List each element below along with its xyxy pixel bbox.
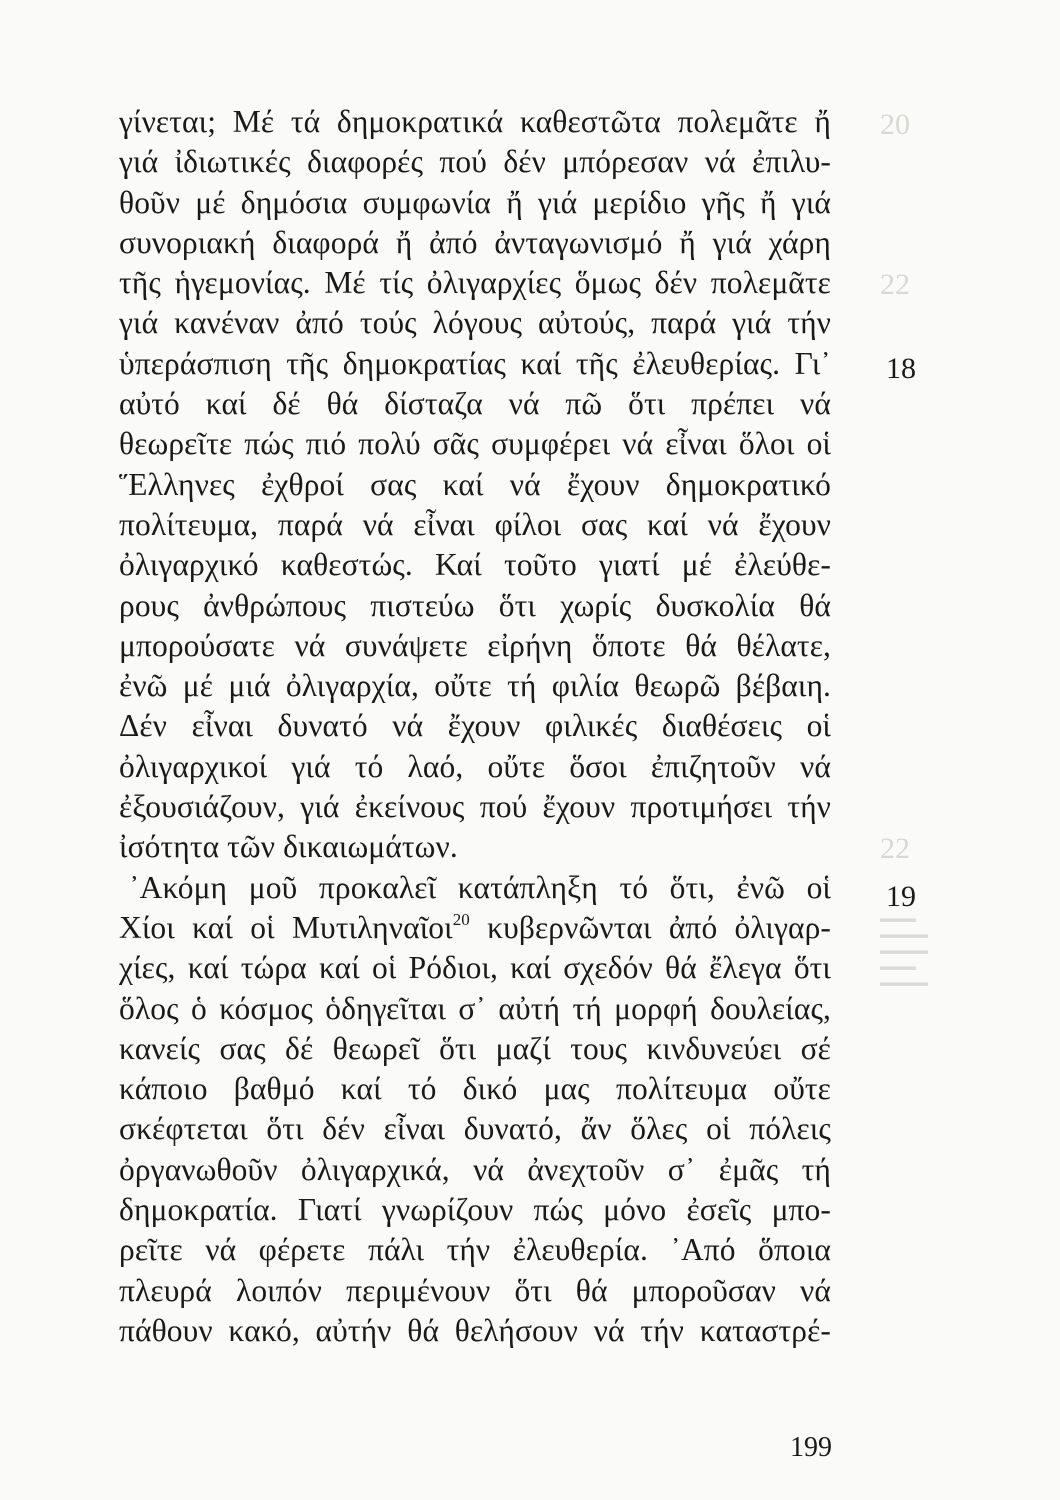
bleed-through-note: ▬▬▬ ▬▬▬▬ ▬▬▬▬ ▬▬▬ ▬▬▬▬	[880, 911, 928, 989]
text-line: γιά ἰδιωτικές διαφορές πού δέν μπόρεσαν νά ἐπιλυ-	[119, 144, 831, 180]
text-line-with-footnote	[119, 908, 831, 948]
bleed-through-mark: 22	[880, 268, 910, 301]
text-line: αὐτό καί δέ θά δίσταζα νά πῶ ὅτι πρέπει νά	[119, 386, 831, 422]
text-line: συνοριακή διαφορά ἤ ἀπό ἀνταγωνισμό ἤ γιά χάρη	[119, 224, 831, 260]
text-line: τῆς ἡγεμονίας. Μέ τίς ὀλιγαρχίες ὅμως δέν πολεμᾶτε	[119, 265, 831, 301]
text-line: ὑπεράσπιση τῆς δημοκρατίας καί τῆς ἐλευθερίας. Γι᾽	[119, 345, 831, 381]
text-line: πλευρά λοιπόν περιμένουν ὅτι θά μποροῦσαν νά	[119, 1272, 831, 1308]
text-line: κανείς σας δέ θεωρεῖ ὅτι μαζί τους κινδυνεύει σέ	[119, 1030, 831, 1066]
text-line: δημοκρατία. Γιατί γνωρίζουν πώς μόνο ἐσεῖς μπο-	[119, 1192, 831, 1228]
bleed-through-mark: 20	[880, 108, 910, 141]
text-line: ρους ἀνθρώπους πιστεύω ὅτι χωρίς δυσκολία θά	[119, 587, 831, 623]
text-line: ἐξουσιάζουν, γιά ἐκείνους πού ἔχουν προτιμήσει τήν	[119, 789, 831, 825]
text-segment: κυβερνῶνται ἀπό ὀλιγαρ-	[469, 909, 832, 945]
bleed-through-mark: 22	[880, 832, 910, 865]
text-line: χίες, καί τώρα καί οἱ Ρόδιοι, καί σχεδόν θά ἔλεγα ὅτι	[119, 950, 831, 986]
text-line: θεωρεῖτε πώς πιό πολύ σᾶς συμφέρει νά εἶναι ὅλοι οἱ	[119, 426, 831, 462]
text-line: Ἕλληνες ἐχθροί σας καί νά ἔχουν δημοκρατικό	[119, 466, 831, 502]
text-line: ὀλιγαρχικοί γιά τό λαό, οὔτε ὅσοι ἐπιζητοῦν νά	[119, 748, 831, 784]
text-line: πολίτευμα, παρά νά εἶναι φίλοι σας καί νά ἔχουν	[119, 506, 831, 542]
text-line: μπορούσατε νά συνάψετε εἰρήνη ὅποτε θά θέλατε,	[119, 627, 831, 663]
text-line: γιά κανέναν ἀπό τούς λόγους αὐτούς, παρά γιά τήν	[119, 305, 831, 341]
text-line: κάποιο βαθμό καί τό δικό μας πολίτευμα οὔτε	[119, 1071, 831, 1107]
text-line: θοῦν μέ δημόσια συμφωνία ἤ γιά μερίδιο γῆς ἤ γιά	[119, 184, 831, 220]
footnote-reference: 20	[452, 909, 470, 929]
text-line: ὅλος ὁ κόσμος ὁδηγεῖται σ᾽ αὐτή τή μορφή δουλείας,	[119, 990, 831, 1026]
text-line: σκέφτεται ὅτι δέν εἶναι δυνατό, ἄν ὅλες οἱ πόλεις	[119, 1111, 831, 1147]
text-line: γίνεται; Μέ τά δημοκρατικά καθεστῶτα πολεμᾶτε ἤ	[119, 104, 831, 139]
text-line: ᾿Ακόμη μοῦ προκαλεῖ κατάπληξη τό ὅτι, ἐνῶ οἱ	[129, 869, 831, 905]
margin-section-number: 18	[886, 352, 916, 385]
text-line: Δέν εἶναι δυνατό νά ἔχουν φιλικές διαθέσεις οἱ	[119, 708, 831, 744]
text-line: ἰσότητα τῶν δικαιωμάτων.	[119, 829, 458, 865]
margin-section-number: 19	[886, 880, 916, 913]
text-segment: Χίοι καί οἱ Μυτιληναῖοι	[119, 909, 453, 945]
text-line: ρεῖτε νά φέρετε πάλι τήν ἐλευθερία. ᾿Από ὅποια	[119, 1232, 831, 1268]
body-text	[119, 102, 831, 1351]
text-line: ὀργανωθοῦν ὀλιγαρχικά, νά ἀνεχτοῦν σ᾽ ἐμᾶς τή	[119, 1151, 831, 1187]
page-number: 199	[790, 1432, 832, 1463]
text-line: πάθουν κακό, αὐτήν θά θελήσουν νά τήν καταστρέ-	[119, 1312, 831, 1348]
text-line: ἐνῶ μέ μιά ὀλιγαρχία, οὔτε τή φιλία θεωρῶ βέβαιη.	[119, 668, 831, 704]
text-line: ὀλιγαρχικό καθεστώς. Καί τοῦτο γιατί μέ ἐλεύθε-	[119, 547, 831, 583]
